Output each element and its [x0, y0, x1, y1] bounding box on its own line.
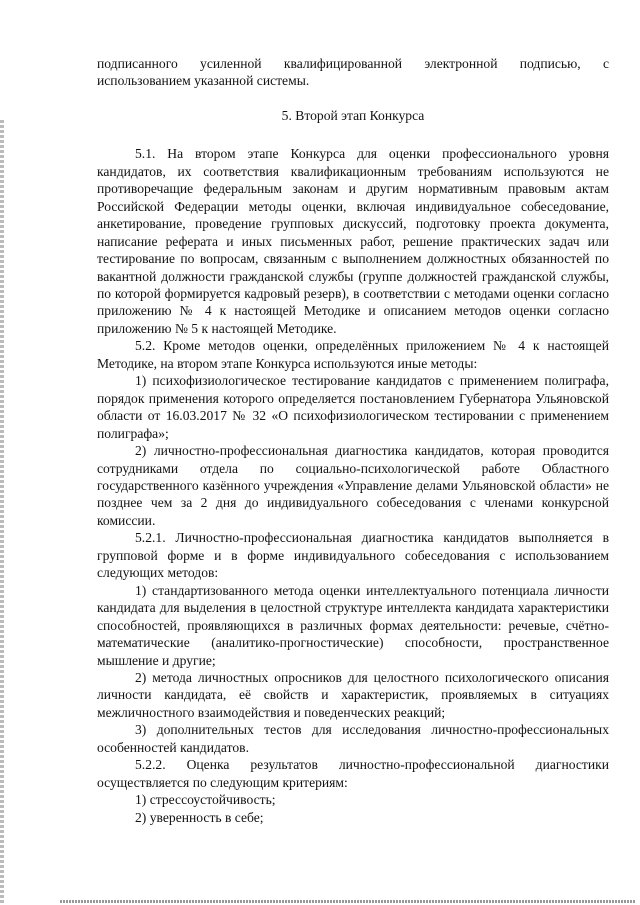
method-item-3: 3) дополнительных тестов для исследования личностно-профессиональных особенностей кандидатов.: [97, 722, 609, 755]
paragraph-5-2: 5.2. Кроме методов оценки, определённых приложением № 4 к настоящей Методике, на втором этапе Конкурса используются иные методы:: [97, 338, 609, 371]
list-item-polygraph: 1) психофизиологическое тестирование кандидатов с применением полиграфа, порядок применения которого определяется постановлением Губернатора Ульяновской области от 16.03.2017 № 32 «О психофизиологическом тестировании с применением полиграфа»;: [97, 373, 609, 441]
paragraph-5-1: 5.1. На втором этапе Конкурса для оценки профессионального уровня кандидатов, их соответствия квалификационным требованиям используются не противоречащие федеральным законам и другим нормативным правовым актам Российской Федерации методы оценки, включая индивидуальное собеседование, анкетирование, проведение групповых дискуссий, подготовку проекта документа, написание реферата и иных письменных работ, решение практических задач или тестирование по вопросам, связанным с выполнением должностных обязанностей по вакантной должности гражданской службы (группе должностей гражданской службы, по которой формируется кадровый резерв), в соответствии с методами оценки согласно приложению № 4 к настоящей Методике и описанием методов оценки согласно приложению № 5 к настоящей Методике.: [97, 146, 609, 336]
criterion-item-2: 2) уверенность в себе;: [135, 809, 264, 825]
list-item-diagnostics: 2) личностно-профессиональная диагностика кандидатов, которая проводится сотрудниками отдела по социально-психологической работе Областного государственного казённого учреждения «Управление делами Ульяновской области» не позднее чем за 2 дня до индивидуального собеседования с членами конкурсной комиссии.: [97, 443, 609, 528]
criterion-item-1: 1) стрессоустойчивость;: [135, 792, 276, 808]
document-body: [97, 55, 609, 826]
intro-paragraph: подписанного усиленной квалифицированной электронной подписью, с использованием указанной системы.: [97, 56, 609, 89]
scan-edge-bottom: [60, 900, 635, 903]
method-item-2: 2) метода личностных опросников для целостного психологического описания личности кандидата, её свойств и характеристик, проявляемых в ситуациях межличностного взаимодействия и поведенческих реакций;: [97, 669, 609, 720]
method-item-1: 1) стандартизованного метода оценки интеллектуального потенциала личности кандидата для выделения в целостной структуре интеллекта кандидата характеристики способностей, проявляющихся в различных формах деятельности: речевые, счётно-математические (аналитико-прогностические) способности, пространственное мышление и другие;: [97, 582, 609, 668]
paragraph-5-2-2: 5.2.2. Оценка результатов личностно-профессиональной диагностики осуществляется по следующим критериям:: [97, 757, 609, 790]
paragraph-5-2-1: 5.2.1. Личностно-профессиональная диагностика кандидатов выполняется в групповой форме и в форме индивидуального собеседования с использованием следующих методов:: [97, 530, 609, 581]
section-heading: 5. Второй этап Конкурса: [281, 107, 425, 123]
scan-edge-left: [0, 120, 4, 905]
